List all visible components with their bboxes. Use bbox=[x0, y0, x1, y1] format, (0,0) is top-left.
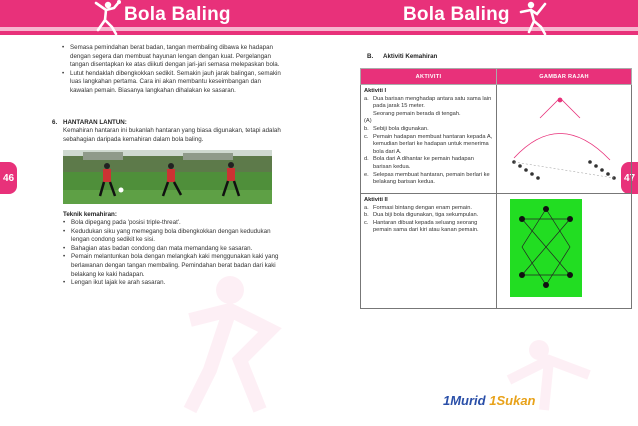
list-item: b. Sebiji bola digunakan. bbox=[364, 125, 429, 132]
list-item: (A) bbox=[364, 118, 372, 125]
list-item: a. Dua barisan menghadap antara satu sama lain pada jarak 15 meter. bbox=[364, 95, 492, 110]
list-item: b. Dua biji bola digunakan, tiga sekumpulan. bbox=[364, 212, 479, 219]
section-number: 6. bbox=[52, 119, 58, 126]
activity2-diagram-cell bbox=[497, 194, 632, 309]
section-title: Aktiviti Kemahiran bbox=[383, 53, 438, 60]
page-number-tab: 46 bbox=[0, 162, 17, 194]
activity2-title: Aktiviti II bbox=[364, 197, 388, 203]
section-title: HANTARAN LANTUN: bbox=[63, 119, 127, 126]
technique-bullet: • Kedudukan siku yang memegang bola dibengkokkan dengan kedudukan lengan condong sedikit ke sisi. bbox=[63, 228, 285, 245]
section-letter: B. bbox=[367, 53, 374, 60]
logo-1murid-1sukan: 1Murid 1Sukan bbox=[443, 393, 536, 408]
technique-bullet: • Bahagian atas badan condong dan mata memandang ke sasaran. bbox=[63, 245, 285, 254]
table-header-activity: AKTIVITI bbox=[361, 69, 497, 85]
activity2-cell bbox=[361, 194, 497, 309]
section-body: Kemahiran hantaran ini bukanlah hantaran yang biasa digunakan, tetapi adalah sebahagian daripada kemahiran dalam bola baling. bbox=[63, 127, 281, 143]
list-item: c. Hantaran dibuat kepada seluang seorang pemain sama dari kiri atau kanan pemain. bbox=[364, 219, 479, 234]
technique-title: Teknik kemahiran: bbox=[63, 211, 117, 218]
list-item: Seorang pemain berada di tengah. bbox=[373, 110, 461, 117]
intro-bullets bbox=[62, 44, 284, 96]
list-item: c. Pemain hadapan membuat hantaran kepada A, kemudian berlari ke hadapan untuk menerima bola dari A. bbox=[364, 133, 493, 155]
activity1-diagram bbox=[500, 88, 628, 184]
handball-player-icon bbox=[519, 0, 549, 36]
activity1-diagram-cell bbox=[497, 85, 632, 194]
table-header-diagram: GAMBAR RAJAH bbox=[497, 69, 632, 85]
technique-bullets bbox=[63, 219, 285, 288]
technique-bullet: • Bola dipegang pada 'posisi triple-threat'. bbox=[63, 219, 285, 228]
list-item: d. Bola dari A dihantar ke pemain hadapan barisan kedua. bbox=[364, 156, 474, 170]
table-row bbox=[361, 85, 632, 194]
technique-bullet: • Pemain melantunkan bola dengan melangkah kaki menggunakan kaki yang berlawanan dengan tangan membaling. Pemindahan berat badan dari kaki belakang ke kaki hadapan. bbox=[63, 253, 285, 279]
list-item: a. Formasi bintang dengan enam pemain. bbox=[364, 204, 472, 211]
page-number-tab: 47 bbox=[621, 162, 638, 194]
players-photo bbox=[63, 150, 272, 204]
technique-bullet: • Lengan ikut lajak ke arah sasaran. bbox=[63, 279, 285, 288]
page-header-title: Bola Baling bbox=[124, 4, 231, 25]
intro-bullet: • Lutut hendaklah dibengkokkan sedikit. Semakin jauh jarak balingan, semakin luas langkahan pertama. Cara ini akan membantu keseimbangan dan kawalan pemain. Biasanya langkahan dihalakan ke sasaran. bbox=[62, 70, 284, 96]
table-row bbox=[361, 194, 632, 309]
activity-table bbox=[360, 68, 632, 309]
intro-bullet: • Semasa pemindahan berat badan, tangan membaling dibawa ke hadapan dengan segera dan membuat hayunan lengan dengan kuat. Pergelangan tangan disentapkan ke atas diikuti dengan jari-jari semasa melepaskan bola. bbox=[62, 44, 284, 70]
handball-player-icon bbox=[92, 0, 122, 36]
list-item: e. Selepas membuat hantaran, pemain berlari ke belakang barisan kedua. bbox=[364, 171, 490, 186]
right-page bbox=[319, 0, 638, 426]
page-header-title: Bola Baling bbox=[403, 4, 510, 25]
activity1-title: Aktiviti I bbox=[364, 88, 387, 94]
activity1-cell bbox=[361, 85, 497, 194]
activity2-diagram bbox=[500, 197, 628, 301]
